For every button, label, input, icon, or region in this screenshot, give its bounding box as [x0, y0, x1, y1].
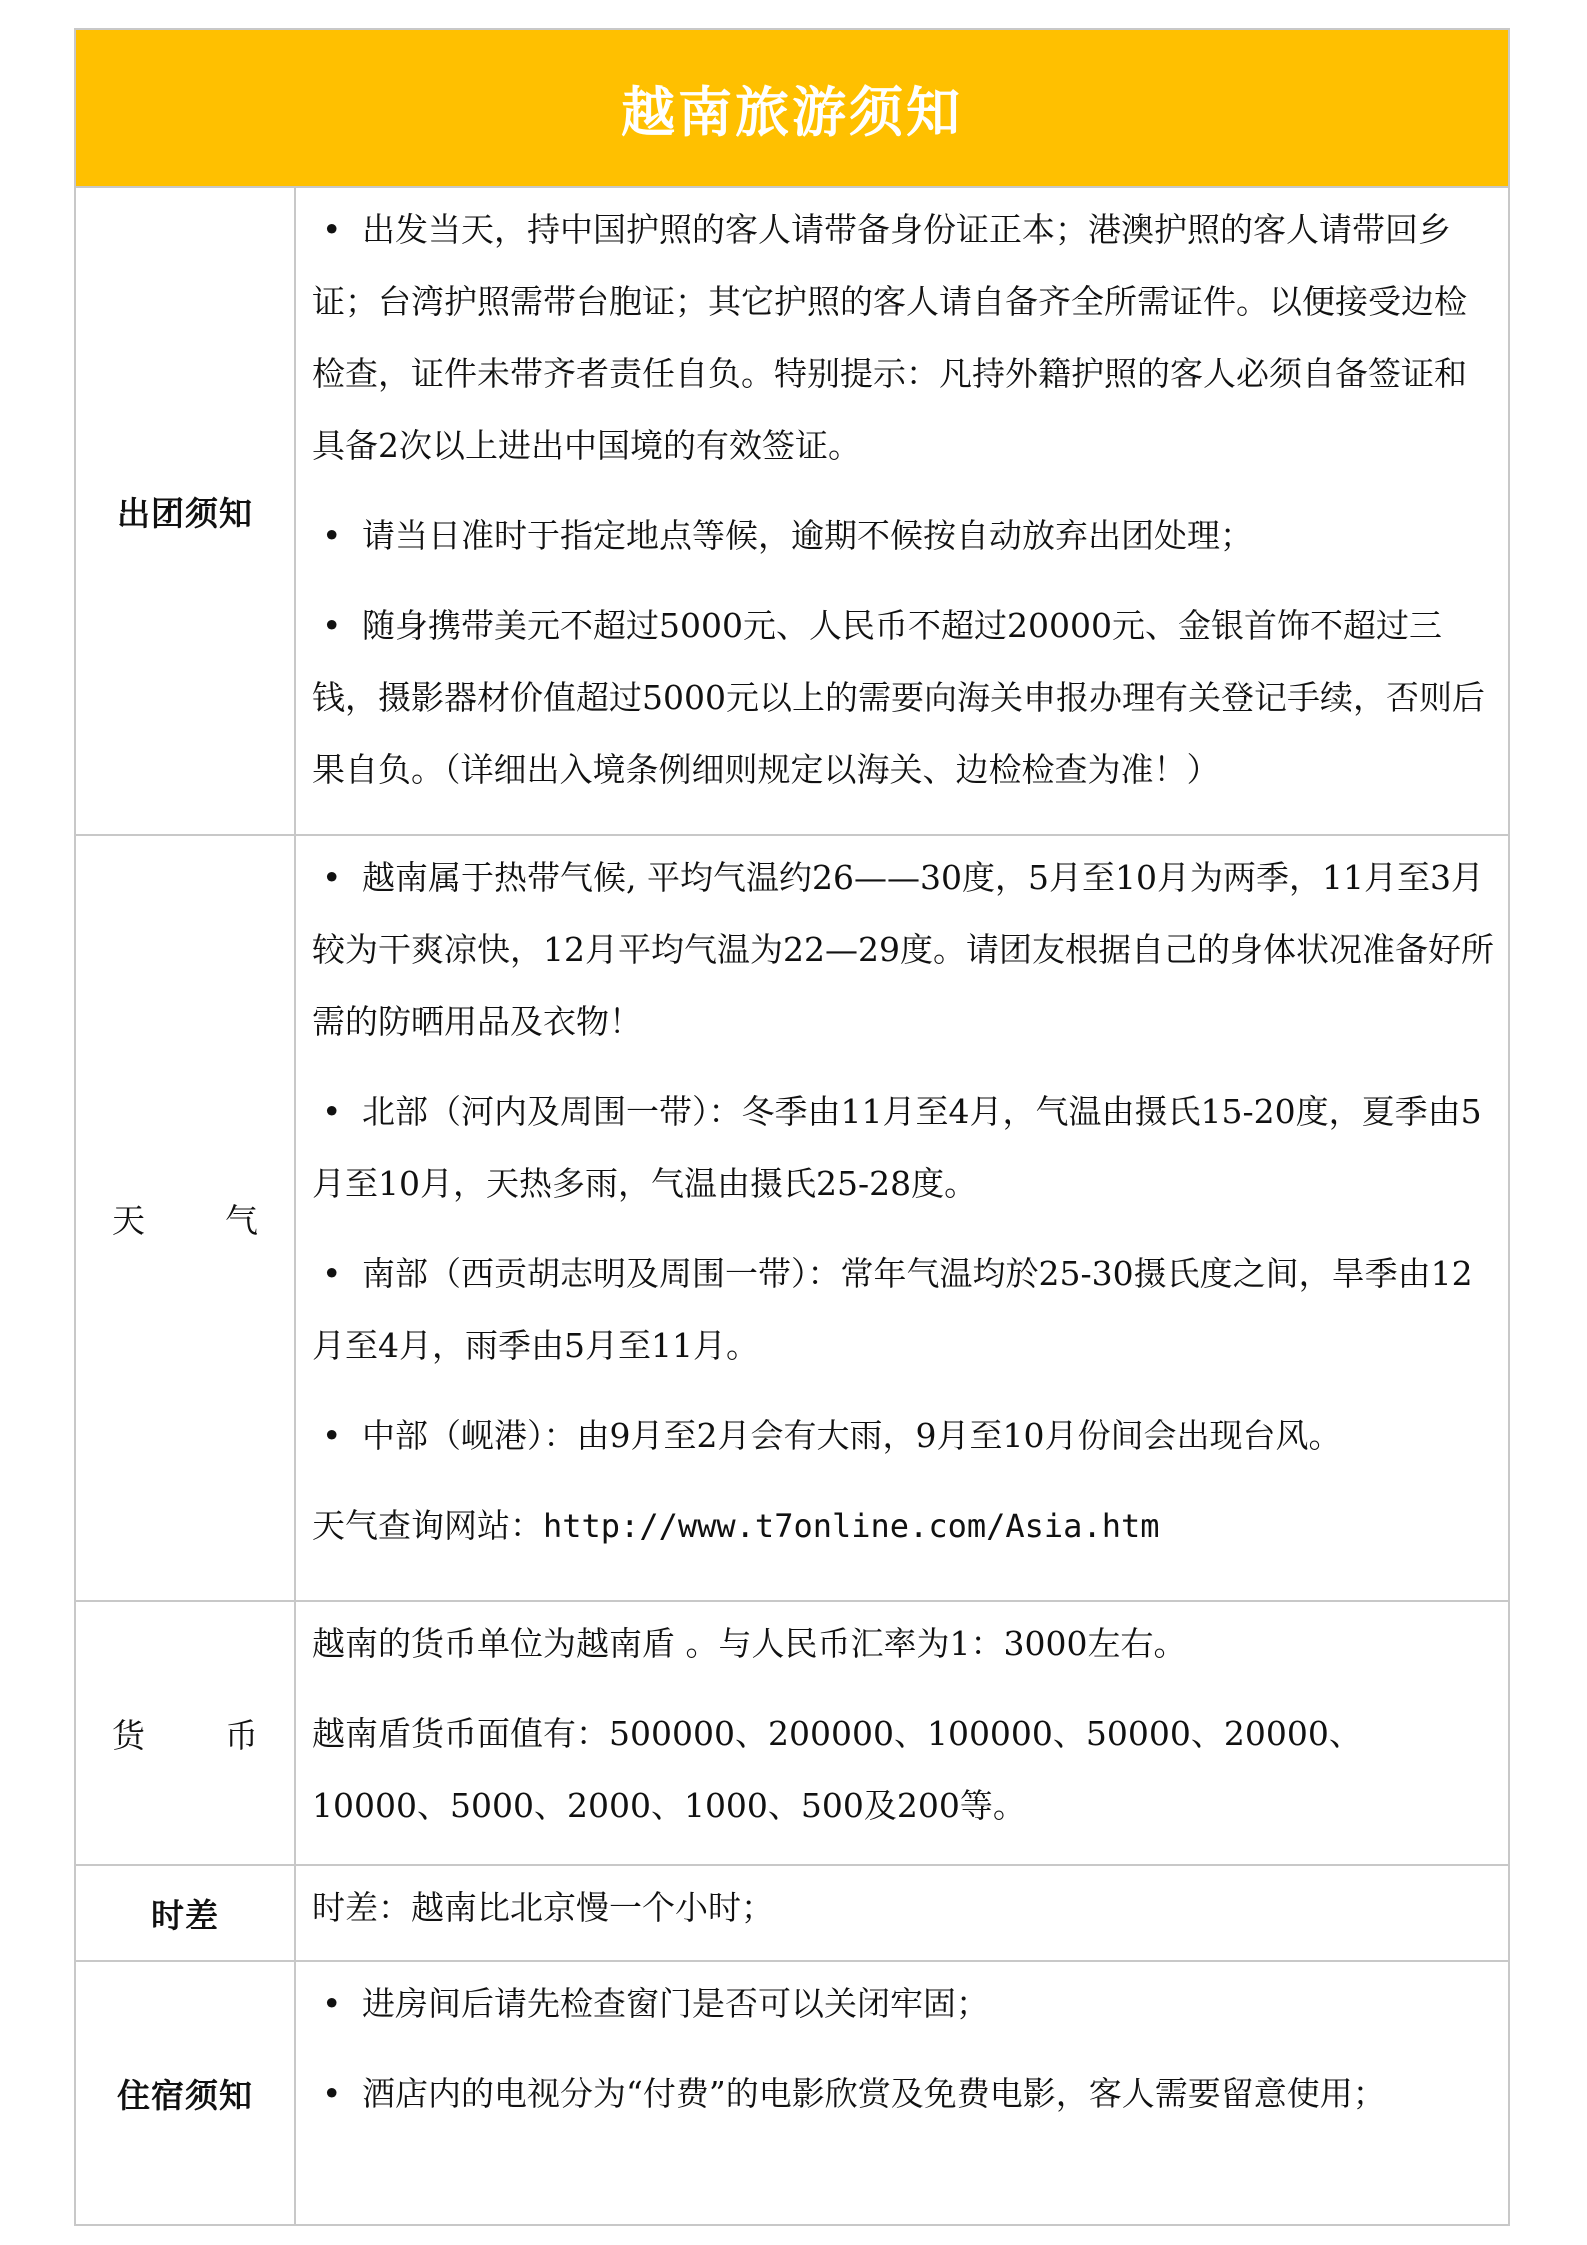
row-label-currency-left: 货 — [112, 1715, 145, 1755]
weather-site-link[interactable]: http://www.t7online.com/Asia.htm — [543, 1507, 1160, 1545]
list-item — [312, 1076, 1494, 1220]
bullet-icon: • — [322, 1416, 342, 1455]
row-label-weather-right: 气 — [225, 1200, 258, 1240]
row-content-timediff — [296, 1866, 1508, 1960]
bullet-icon: • — [322, 606, 342, 645]
list-item — [312, 842, 1494, 1058]
list-item — [312, 2058, 1494, 2130]
bullet-icon: • — [322, 1092, 342, 1131]
weather-site — [312, 1490, 1494, 1562]
list-item — [312, 194, 1494, 482]
row-label-weather-left: 天 — [112, 1200, 145, 1240]
row-label-lodging — [76, 1962, 296, 2224]
currency-line: 越南的货币单位为越南盾 。与人民币汇率为1：3000左右。 — [312, 1624, 1187, 1663]
currency-line: 越南盾货币面值有：500000、200000、100000、50000、20000、10000、5000、2000、1000、500及200等。 — [312, 1714, 1362, 1825]
timediff-text: 时差：越南比北京慢一个小时； — [312, 1888, 774, 1927]
list-item-text: 越南属于热带气候, 平均气温约26——30度，5月至10月为两季，11月至3月较为干爽凉快，12月平均气温为22—29度。请团友根据自己的身体状况准备好所需的防晒用品及衣物！ — [312, 858, 1494, 1041]
page-title — [76, 30, 1508, 188]
row-currency — [76, 1602, 1508, 1866]
weather-site-label: 天气查询网站： — [312, 1506, 543, 1545]
bullet-icon: • — [322, 1984, 342, 2023]
list-item — [312, 590, 1494, 806]
notice-table — [74, 28, 1510, 2226]
list-item — [312, 1238, 1494, 1382]
list-item-text: 南部（西贡胡志明及周围一带）：常年气温均於25-30摄氏度之间，旱季由12月至4月，雨季由5月至11月。 — [312, 1254, 1473, 1365]
list-item — [312, 1400, 1494, 1472]
row-content-weather — [296, 836, 1508, 1600]
row-label-weather — [76, 836, 296, 1600]
row-label-departure-text: 出团须知 — [117, 493, 253, 533]
list-item-text: 酒店内的电视分为“付费”的电影欣赏及免费电影，客人需要留意使用； — [362, 2074, 1386, 2113]
bullet-icon: • — [322, 1254, 342, 1293]
row-timediff — [76, 1866, 1508, 1962]
list-item-text: 北部（河内及周围一带）：冬季由11月至4月，气温由摄氏15-20度，夏季由5月至10月，天热多雨，气温由摄氏25-28度。 — [312, 1092, 1482, 1203]
row-label-currency — [76, 1602, 296, 1864]
list-item-text: 中部（岘港）：由9月至2月会有大雨，9月至10月份间会出现台风。 — [362, 1416, 1342, 1455]
list-item-text: 出发当天，持中国护照的客人请带备身份证正本；港澳护照的客人请带回乡证；台湾护照需带台胞证；其它护照的客人请自备齐全所需证件。以便接受边检检查，证件未带齐者责任自负。特别提示：凡持外籍护照的客人必须自备签证和具备2次以上进出中国境的有效签证。 — [312, 210, 1467, 465]
row-label-timediff — [76, 1866, 296, 1960]
list-item — [312, 500, 1494, 572]
bullet-icon: • — [322, 210, 342, 249]
row-label-lodging-text: 住宿须知 — [117, 2075, 253, 2115]
row-content-departure — [296, 188, 1508, 834]
row-label-timediff-text: 时差 — [151, 1895, 219, 1935]
list-item-text: 进房间后请先检查窗门是否可以关闭牢固； — [362, 1984, 989, 2023]
row-content-currency — [296, 1602, 1508, 1864]
row-departure — [76, 188, 1508, 836]
list-item — [312, 1968, 1494, 2040]
row-label-currency-right: 币 — [225, 1715, 258, 1755]
bullet-icon: • — [322, 2074, 342, 2113]
page-title-text: 越南旅游须知 — [621, 79, 963, 144]
list-item-text: 随身携带美元不超过5000元、人民币不超过20000元、金银首饰不超过三钱，摄影器材价值超过5000元以上的需要向海关申报办理有关登记手续，否则后果自负。（详细出入境条例细则规定以海关、边检检查为准！） — [312, 606, 1485, 789]
list-item-text: 请当日准时于指定地点等候，逾期不候按自动放弃出团处理； — [362, 516, 1253, 555]
row-lodging — [76, 1962, 1508, 2224]
row-label-departure — [76, 188, 296, 834]
bullet-icon: • — [322, 516, 342, 555]
row-weather — [76, 836, 1508, 1602]
bullet-icon: • — [322, 858, 342, 897]
row-content-lodging — [296, 1962, 1508, 2224]
